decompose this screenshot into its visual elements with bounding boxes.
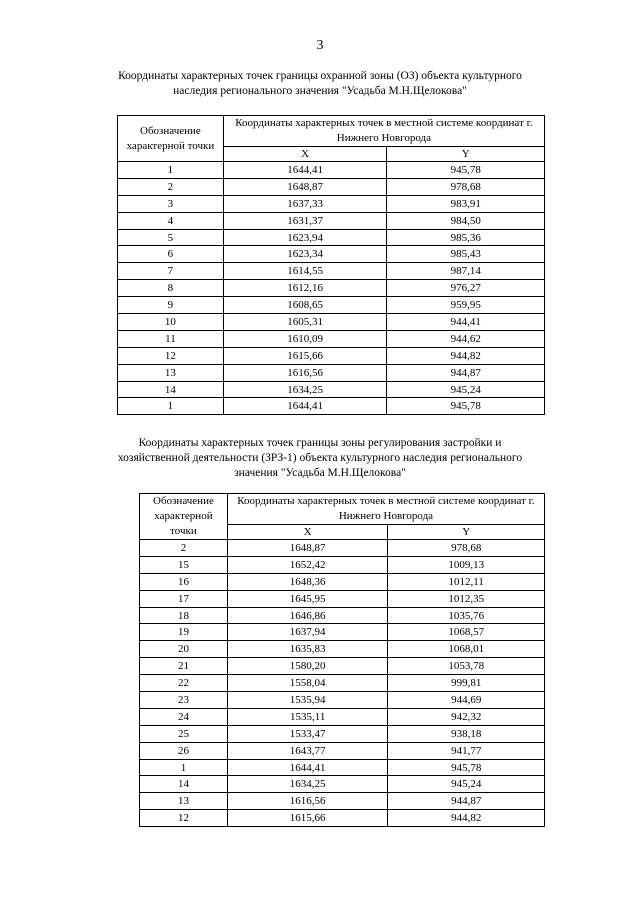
column-header-coordinate-system: Координаты характерных точек в местной системе координат г. Нижнего Новгорода [227,494,544,525]
point-id-cell: 8 [118,280,224,297]
x-coordinate-cell: 1533,47 [227,725,388,742]
table-row [140,776,545,793]
table-row [140,725,545,742]
table-row [140,607,545,624]
table-body [140,540,545,827]
y-coordinate-cell: 978,68 [387,178,545,195]
y-coordinate-cell: 1068,01 [388,641,545,658]
point-id-cell: 21 [140,658,228,675]
x-coordinate-cell: 1648,36 [227,573,388,590]
y-coordinate-cell: 985,36 [387,229,545,246]
table-row [118,364,545,381]
y-coordinate-cell: 945,78 [388,759,545,776]
point-id-cell: 22 [140,675,228,692]
x-coordinate-cell: 1614,55 [223,263,387,280]
table-row [140,658,545,675]
point-id-cell: 17 [140,590,228,607]
x-coordinate-cell: 1644,41 [223,162,387,179]
point-id-cell: 14 [140,776,228,793]
section1-title-line: наследия регионального значения "Усадьба М.Н.Щелокова" [173,85,467,97]
y-coordinate-cell: 944,87 [387,364,545,381]
table-row [140,810,545,827]
table-row [140,556,545,573]
x-coordinate-cell: 1637,94 [227,624,388,641]
y-coordinate-cell: 945,78 [387,398,545,415]
y-coordinate-cell: 945,78 [387,162,545,179]
table-row [118,162,545,179]
y-coordinate-cell: 945,24 [388,776,545,793]
y-coordinate-cell: 944,82 [387,347,545,364]
section2-title-line: хозяйственной деятельности (ЗРЗ-1) объекта культурного наследия регионального [117,452,523,464]
point-id-cell: 12 [118,347,224,364]
x-coordinate-cell: 1605,31 [223,314,387,331]
y-coordinate-cell: 983,91 [387,195,545,212]
x-coordinate-cell: 1652,42 [227,556,388,573]
table-row [118,347,545,364]
x-coordinate-cell: 1623,94 [223,229,387,246]
table-body [118,162,545,415]
table-row [140,675,545,692]
section1-title [0,69,640,99]
x-coordinate-cell: 1615,66 [223,347,387,364]
x-coordinate-cell: 1631,37 [223,212,387,229]
y-coordinate-cell: 1009,13 [388,556,545,573]
x-coordinate-cell: 1645,95 [227,590,388,607]
table-row [140,540,545,557]
point-id-cell: 1 [118,398,224,415]
x-coordinate-cell: 1616,56 [223,364,387,381]
table-row [140,708,545,725]
y-coordinate-cell: 938,18 [388,725,545,742]
point-id-cell: 10 [118,314,224,331]
point-id-cell: 4 [118,212,224,229]
table-row [118,381,545,398]
x-coordinate-cell: 1648,87 [223,178,387,195]
point-id-cell: 14 [118,381,224,398]
x-coordinate-cell: 1648,87 [227,540,388,557]
x-coordinate-cell: 1635,83 [227,641,388,658]
x-coordinate-cell: 1535,94 [227,692,388,709]
point-id-cell: 2 [118,178,224,195]
point-id-cell: 1 [118,162,224,179]
y-coordinate-cell: 944,82 [388,810,545,827]
x-coordinate-cell: 1580,20 [227,658,388,675]
table-row [118,246,545,263]
section2-title-line: Координаты характерных точек границы зоны регулирования застройки и [138,437,502,449]
table-row [140,641,545,658]
column-header-y: Y [387,147,545,162]
y-coordinate-cell: 942,32 [388,708,545,725]
x-coordinate-cell: 1644,41 [223,398,387,415]
x-coordinate-cell: 1616,56 [227,793,388,810]
table-row [118,314,545,331]
y-coordinate-cell: 984,50 [387,212,545,229]
y-coordinate-cell: 1012,11 [388,573,545,590]
table-row [140,759,545,776]
y-coordinate-cell: 987,14 [387,263,545,280]
column-header-x: X [223,147,387,162]
y-coordinate-cell: 976,27 [387,280,545,297]
point-id-cell: 15 [140,556,228,573]
point-id-cell: 26 [140,742,228,759]
point-id-cell: 7 [118,263,224,280]
page-number: 3 [316,38,324,53]
column-header-y: Y [388,525,545,540]
point-id-cell: 11 [118,330,224,347]
x-coordinate-cell: 1646,86 [227,607,388,624]
column-header-coordinate-system: Координаты характерных точек в местной системе координат г. Нижнего Новгорода [223,116,544,147]
y-coordinate-cell: 945,24 [387,381,545,398]
regulation-zone-coordinates-table [139,493,545,827]
section1-title-line: Координаты характерных точек границы охранной зоны (ОЗ) объекта культурного [118,70,522,82]
x-coordinate-cell: 1643,77 [227,742,388,759]
table-row [140,590,545,607]
y-coordinate-cell: 941,77 [388,742,545,759]
point-id-cell: 24 [140,708,228,725]
point-id-cell: 19 [140,624,228,641]
x-coordinate-cell: 1644,41 [227,759,388,776]
point-id-cell: 2 [140,540,228,557]
y-coordinate-cell: 944,69 [388,692,545,709]
table-row [140,793,545,810]
x-coordinate-cell: 1558,04 [227,675,388,692]
y-coordinate-cell: 959,95 [387,297,545,314]
x-coordinate-cell: 1634,25 [227,776,388,793]
table-row [140,624,545,641]
point-id-cell: 9 [118,297,224,314]
table-row [140,692,545,709]
x-coordinate-cell: 1623,34 [223,246,387,263]
column-header-x: X [227,525,388,540]
section2-title [0,436,640,481]
table-row [118,398,545,415]
y-coordinate-cell: 1012,35 [388,590,545,607]
table-row [118,280,545,297]
point-id-cell: 13 [140,793,228,810]
point-id-cell: 25 [140,725,228,742]
point-id-cell: 6 [118,246,224,263]
y-coordinate-cell: 1053,78 [388,658,545,675]
x-coordinate-cell: 1637,33 [223,195,387,212]
y-coordinate-cell: 944,41 [387,314,545,331]
table-row [118,195,545,212]
protection-zone-coordinates-table [117,115,545,415]
table-row [118,297,545,314]
x-coordinate-cell: 1612,16 [223,280,387,297]
table-row [140,742,545,759]
table-row [118,229,545,246]
section2-title-line: значения "Усадьба М.Н.Щелокова" [234,467,406,479]
point-id-cell: 1 [140,759,228,776]
point-id-cell: 3 [118,195,224,212]
x-coordinate-cell: 1634,25 [223,381,387,398]
point-id-cell: 23 [140,692,228,709]
x-coordinate-cell: 1608,65 [223,297,387,314]
point-id-cell: 12 [140,810,228,827]
y-coordinate-cell: 985,43 [387,246,545,263]
y-coordinate-cell: 978,68 [388,540,545,557]
x-coordinate-cell: 1615,66 [227,810,388,827]
table-row [140,573,545,590]
y-coordinate-cell: 944,62 [387,330,545,347]
y-coordinate-cell: 944,87 [388,793,545,810]
y-coordinate-cell: 1035,76 [388,607,545,624]
table-row [118,263,545,280]
point-id-cell: 16 [140,573,228,590]
point-id-cell: 13 [118,364,224,381]
x-coordinate-cell: 1535,11 [227,708,388,725]
point-id-cell: 5 [118,229,224,246]
y-coordinate-cell: 1068,57 [388,624,545,641]
column-header-point: Обозначение характерной точки [140,494,228,540]
table-row [118,330,545,347]
y-coordinate-cell: 999,81 [388,675,545,692]
table-row [118,178,545,195]
table-row [118,212,545,229]
point-id-cell: 18 [140,607,228,624]
column-header-point: Обозначение характерной точки [118,116,224,162]
x-coordinate-cell: 1610,09 [223,330,387,347]
point-id-cell: 20 [140,641,228,658]
